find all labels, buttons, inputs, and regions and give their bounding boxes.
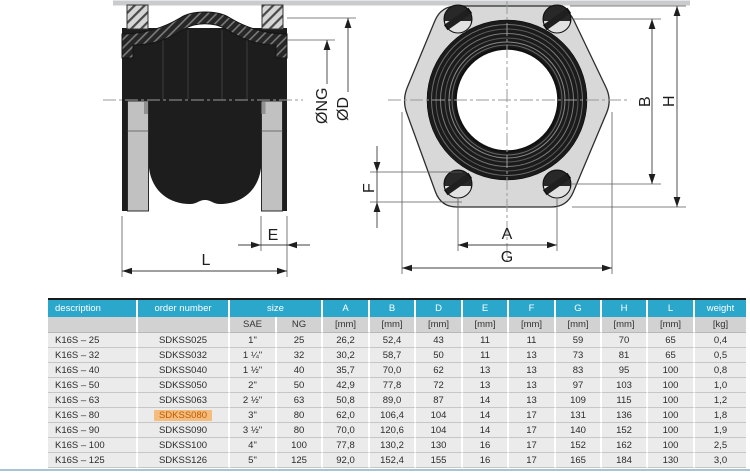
- table-cell-order: SDKSS126: [138, 453, 230, 468]
- table-cell-l: 100: [648, 408, 695, 423]
- dim-label-f: F: [361, 183, 378, 193]
- units-cell-empty: [138, 317, 230, 333]
- table-cell-l: 100: [648, 423, 695, 438]
- table-cell-order: SDKSS090: [138, 423, 230, 438]
- table-cell-f: 13: [509, 348, 556, 363]
- table-cell-order: SDKSS025: [138, 333, 230, 348]
- table-cell-e: 11: [463, 348, 509, 363]
- table-cell-weight: 0,8: [695, 363, 746, 378]
- table-row: [48, 408, 746, 423]
- table-cell-a: 92,0: [323, 453, 370, 468]
- table-cell-a: 26,2: [323, 333, 370, 348]
- table-cell-b: 120,6: [370, 423, 416, 438]
- rubber-bellows-lower: [149, 100, 261, 204]
- clamp-plate-right: [262, 101, 283, 211]
- dim-label-l: L: [201, 252, 211, 269]
- table-cell-f: 13: [509, 378, 556, 393]
- steel-flange-section-right: [262, 5, 283, 29]
- table-cell-order: SDKSS100: [138, 438, 230, 453]
- table-cell-description: K16S – 32: [48, 348, 138, 363]
- side-view-expansion-joint: [103, 5, 303, 211]
- table-cell-g: 73: [556, 348, 602, 363]
- units-cell-mm: [mm]: [463, 317, 509, 333]
- table-cell-d: 155: [416, 453, 463, 468]
- table-cell-order: SDKSS032: [138, 348, 230, 363]
- col-header-l: L: [648, 300, 695, 317]
- dim-label-ong: ØNG: [314, 87, 331, 124]
- table-cell-l: 65: [648, 348, 695, 363]
- units-cell-mm: [mm]: [556, 317, 602, 333]
- table-cell-sae: 2": [230, 378, 277, 393]
- clamp-plate-left: [128, 101, 149, 211]
- table-cell-order: SDKSS050: [138, 378, 230, 393]
- table-cell-g: 131: [556, 408, 602, 423]
- table-cell-sae: 1 ½": [230, 363, 277, 378]
- table-cell-ng: 50: [277, 378, 323, 393]
- table-cell-b: 89,0: [370, 393, 416, 408]
- table-cell-l: 65: [648, 333, 695, 348]
- table-cell-g: 83: [556, 363, 602, 378]
- table-cell-ng: 63: [277, 393, 323, 408]
- table-cell-h: 81: [602, 348, 648, 363]
- table-cell-l: 100: [648, 378, 695, 393]
- table-cell-weight: 2,5: [695, 438, 746, 453]
- table-cell-h: 95: [602, 363, 648, 378]
- table-cell-e: 16: [463, 438, 509, 453]
- table-cell-f: 11: [509, 333, 556, 348]
- table-cell-ng: 32: [277, 348, 323, 363]
- table-cell-f: 17: [509, 423, 556, 438]
- table-cell-f: 17: [509, 438, 556, 453]
- table-cell-a: 42,9: [323, 378, 370, 393]
- table-cell-h: 70: [602, 333, 648, 348]
- table-cell-l: 100: [648, 363, 695, 378]
- table-cell-sae: 5": [230, 453, 277, 468]
- table-row: [48, 348, 746, 363]
- table-cell-weight: 1,8: [695, 408, 746, 423]
- dimension-l: [122, 216, 287, 277]
- col-header-e: E: [463, 300, 509, 317]
- table-cell-ng: 40: [277, 363, 323, 378]
- table-cell-sae: 1 ¼": [230, 348, 277, 363]
- units-cell-mm: [mm]: [416, 317, 463, 333]
- table-cell-g: 59: [556, 333, 602, 348]
- units-cell-mm: [mm]: [648, 317, 695, 333]
- steel-flange-section-left: [127, 5, 148, 29]
- table-cell-d: 72: [416, 378, 463, 393]
- table-cell-d: 62: [416, 363, 463, 378]
- col-header-g: G: [556, 300, 602, 317]
- col-header-f: F: [509, 300, 556, 317]
- units-cell-mm: [mm]: [370, 317, 416, 333]
- units-cell-mm: [mm]: [509, 317, 556, 333]
- table-row: [48, 438, 746, 453]
- table-cell-h: 162: [602, 438, 648, 453]
- col-header-b: B: [370, 300, 416, 317]
- table-cell-b: 106,4: [370, 408, 416, 423]
- table-cell-b: 130,2: [370, 438, 416, 453]
- plate-notch-right: [262, 102, 266, 114]
- table-cell-e: 16: [463, 453, 509, 468]
- table-cell-l: 100: [648, 393, 695, 408]
- highlighted-order-number: SDKSS080: [154, 410, 212, 421]
- table-row: [48, 363, 746, 378]
- table-row: [48, 393, 746, 408]
- table-cell-d: 104: [416, 423, 463, 438]
- table-cell-ng: 125: [277, 453, 323, 468]
- col-header-size: size: [230, 300, 323, 317]
- table-row: [48, 333, 746, 348]
- table-cell-description: K16S – 90: [48, 423, 138, 438]
- table-cell-weight: 1,0: [695, 378, 746, 393]
- table-cell-order: [138, 408, 230, 423]
- table-cell-ng: 100: [277, 438, 323, 453]
- units-cell-ng: NG: [277, 317, 323, 333]
- cropped-top-band: [113, 1, 690, 6]
- table-cell-e: 14: [463, 393, 509, 408]
- table-cell-b: 58,7: [370, 348, 416, 363]
- table-cell-weight: 0,4: [695, 333, 746, 348]
- table-body: [48, 333, 746, 468]
- table-cell-h: 115: [602, 393, 648, 408]
- table-cell-description: K16S – 40: [48, 363, 138, 378]
- plate-notch-left: [144, 102, 148, 114]
- table-cell-description: K16S – 63: [48, 393, 138, 408]
- table-row: [48, 378, 746, 393]
- table-cell-h: 103: [602, 378, 648, 393]
- table-cell-description: K16S – 25: [48, 333, 138, 348]
- table-cell-a: 62,0: [323, 408, 370, 423]
- table-cell-l: 130: [648, 453, 695, 468]
- table-cell-a: 77,8: [323, 438, 370, 453]
- col-header-d: D: [416, 300, 463, 317]
- table-cell-a: 35,7: [323, 363, 370, 378]
- table-cell-weight: 0,5: [695, 348, 746, 363]
- table-cell-b: 77,8: [370, 378, 416, 393]
- table-cell-b: 152,4: [370, 453, 416, 468]
- table-cell-description: K16S – 100: [48, 438, 138, 453]
- dim-label-a: A: [501, 226, 513, 243]
- table-cell-g: 97: [556, 378, 602, 393]
- table-cell-sae: 3": [230, 408, 277, 423]
- spec-table: [48, 298, 746, 468]
- front-view-flange: [388, 1, 627, 262]
- col-header-order-number: order number: [138, 300, 230, 317]
- col-header-a: A: [323, 300, 370, 317]
- col-header-weight: weight: [695, 300, 746, 317]
- col-header-h: H: [602, 300, 648, 317]
- table-cell-e: 13: [463, 363, 509, 378]
- bottom-rule: [0, 469, 750, 471]
- table-row: [48, 453, 746, 468]
- table-cell-g: 152: [556, 438, 602, 453]
- table-cell-ng: 80: [277, 423, 323, 438]
- table-units-row: [48, 317, 746, 333]
- units-cell-empty: [48, 317, 138, 333]
- table-cell-weight: 1,2: [695, 393, 746, 408]
- dimension-ong: [287, 40, 335, 124]
- dim-label-g: G: [500, 249, 514, 266]
- table-cell-sae: 3 ½": [230, 423, 277, 438]
- table-row: [48, 423, 746, 438]
- table-cell-e: 13: [463, 378, 509, 393]
- table-cell-f: 13: [509, 363, 556, 378]
- table-cell-order: SDKSS040: [138, 363, 230, 378]
- table-cell-ng: 80: [277, 408, 323, 423]
- table-cell-sae: 1": [230, 333, 277, 348]
- table-cell-g: 140: [556, 423, 602, 438]
- units-cell-mm: [mm]: [323, 317, 370, 333]
- table-cell-order: SDKSS063: [138, 393, 230, 408]
- table-cell-l: 100: [648, 438, 695, 453]
- dimension-e: [238, 216, 310, 277]
- table-header-row: [48, 300, 746, 317]
- table-cell-weight: 3,0: [695, 453, 746, 468]
- table-cell-f: 13: [509, 393, 556, 408]
- table-cell-description: K16S – 80: [48, 408, 138, 423]
- table-cell-sae: 4": [230, 438, 277, 453]
- table-cell-description: K16S – 125: [48, 453, 138, 468]
- col-header-description: description: [48, 300, 138, 317]
- table-cell-h: 184: [602, 453, 648, 468]
- table-cell-h: 152: [602, 423, 648, 438]
- table-cell-d: 130: [416, 438, 463, 453]
- table-cell-d: 87: [416, 393, 463, 408]
- table-cell-a: 70,0: [323, 423, 370, 438]
- dim-label-b: B: [637, 96, 654, 107]
- table-cell-weight: 1,9: [695, 423, 746, 438]
- table-cell-d: 43: [416, 333, 463, 348]
- table-cell-sae: 2 ½": [230, 393, 277, 408]
- table-cell-e: 11: [463, 333, 509, 348]
- table-cell-e: 14: [463, 408, 509, 423]
- table-cell-g: 109: [556, 393, 602, 408]
- table-cell-description: K16S – 50: [48, 378, 138, 393]
- units-cell-sae: SAE: [230, 317, 277, 333]
- table-cell-f: 17: [509, 408, 556, 423]
- units-cell-mm: [mm]: [602, 317, 648, 333]
- table-cell-d: 50: [416, 348, 463, 363]
- table-cell-h: 136: [602, 408, 648, 423]
- dim-label-h: H: [661, 95, 678, 107]
- table-cell-b: 70,0: [370, 363, 416, 378]
- table-cell-b: 52,4: [370, 333, 416, 348]
- table-cell-f: 17: [509, 453, 556, 468]
- table-cell-ng: 25: [277, 333, 323, 348]
- dim-label-od: ØD: [335, 97, 352, 121]
- table-cell-g: 165: [556, 453, 602, 468]
- table-cell-e: 14: [463, 423, 509, 438]
- table-cell-d: 104: [416, 408, 463, 423]
- dim-label-e: E: [267, 227, 279, 244]
- units-cell-kg: [kg]: [695, 317, 746, 333]
- table-cell-a: 30,2: [323, 348, 370, 363]
- table-cell-a: 50,8: [323, 393, 370, 408]
